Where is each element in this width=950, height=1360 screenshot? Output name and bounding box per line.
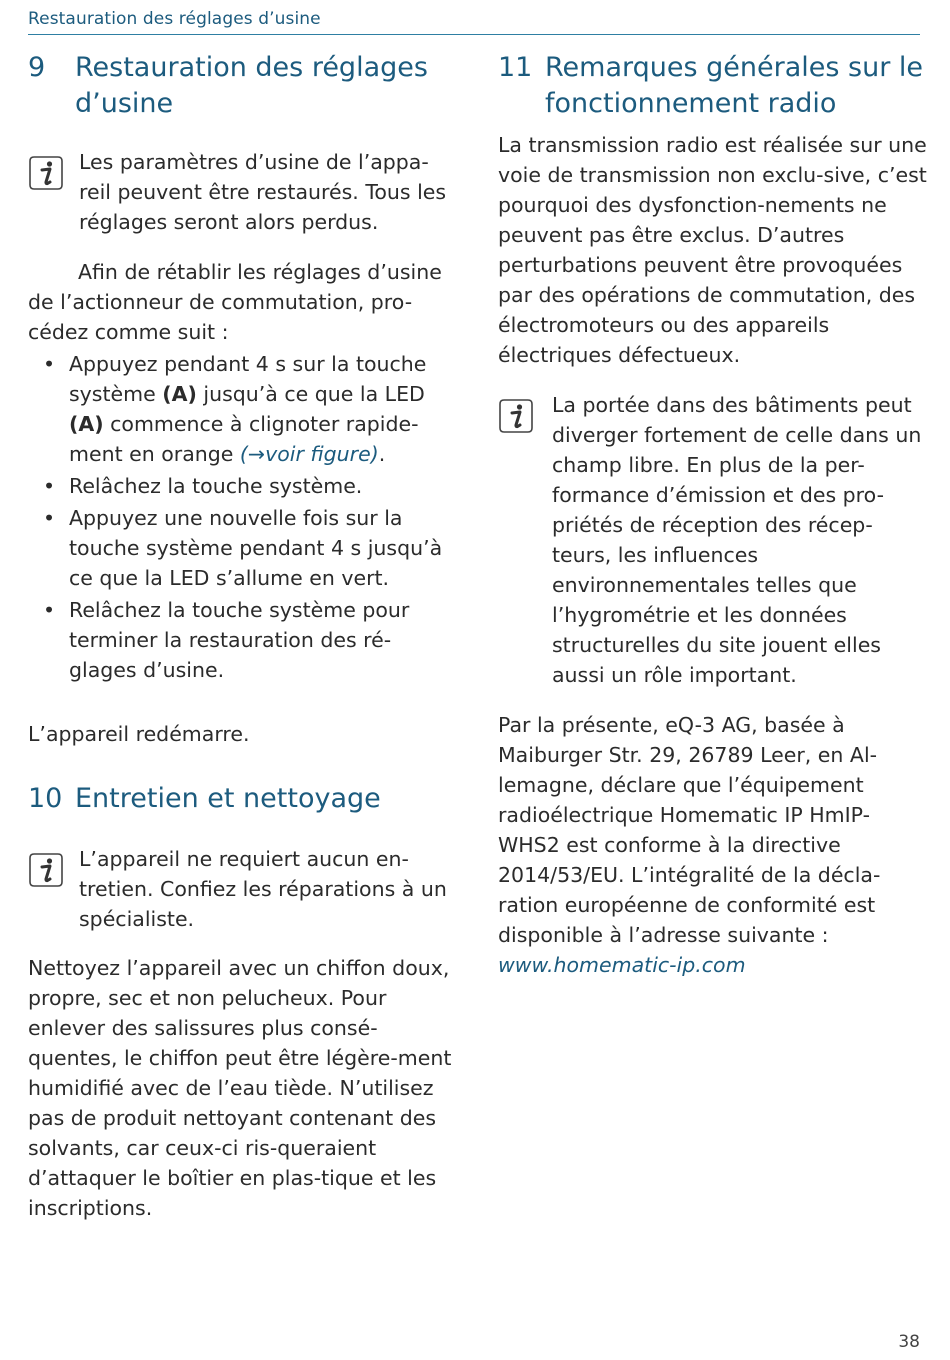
section-11-title [498, 50, 928, 122]
bullet: • [43, 506, 56, 530]
list-item [28, 349, 458, 469]
section-11-declaration [498, 710, 928, 980]
website-link[interactable]: www.homematic-ip.com [498, 953, 746, 977]
section-9-intro: Afin de rétablir les réglages d’usine de l’actionneur de commutation, pro-cédez comme suit : [28, 260, 442, 344]
left-column [28, 50, 458, 1223]
bullet: • [43, 474, 56, 498]
step-text: commence à clignoter rapide-ment en orange [69, 412, 419, 466]
step-text: Relâchez la touche système pour terminer la restauration des ré-glages d’usine. [69, 598, 410, 682]
note-text: Les paramètres d’usine de l’appa-reil peuvent être restaurés. Tous les réglages seront alors perdus. [79, 150, 447, 234]
step-text: Relâchez la touche système. [69, 474, 363, 498]
section-number: 9 [28, 52, 46, 83]
step-text: Appuyez une nouvelle fois sur la touche système pendant 4 s jusqu’à ce que la LED s’allume en vert. [69, 506, 443, 590]
section-9-note [28, 147, 458, 237]
list-item [28, 503, 458, 593]
section-10-body: Nettoyez l’appareil avec un chiffon doux, propre, sec et non pelucheux. Pour enlever des salissures plus consé-quentes, le chiffon peut être légère-ment humidifié avec de l’eau tiède. N’utilisez pas de produit nettoyant contenant des solvants, car ceux-ci ris-queraient d’attaquer le boîtier en plas-tique et les inscriptions. [28, 956, 452, 1220]
step-text: jusqu’à ce que la LED [196, 382, 425, 406]
section-number: 10 [28, 783, 63, 814]
section-11-body: La transmission radio est réalisée sur une voie de transmission non exclu-sive, c’est pourquoi des dysfonction-nements ne peuvent pas être exclus. D’autres perturbations peuvent être provoquées par des opérations de commutation, des électromoteurs ou des appareils électriques défectueux. [498, 133, 927, 367]
key-label: (A) [69, 412, 104, 436]
info-icon [498, 398, 534, 434]
note-text: L’appareil ne requiert aucun en-tretien. Confiez les réparations à un spécialiste. [79, 847, 447, 931]
step-text: Appuyez pendant 4 s sur la touche système [69, 352, 427, 406]
section-9-steps [28, 349, 458, 685]
section-10-note [28, 844, 458, 934]
info-icon [28, 155, 64, 191]
bullet: • [43, 352, 56, 376]
page-number: 38 [898, 1332, 920, 1352]
bullet: • [43, 598, 56, 622]
running-header: Restauration des réglages d’usine [28, 9, 920, 35]
declaration-text: Par la présente, eQ-3 AG, basée à Maiburger Str. 29, 26789 Leer, en Al-lemagne, déclare que l’équipement radioélectrique Homematic IP HmIP-WHS2 est conforme à la directive 2014/53/EU. L’intégralité de la décla-ration européenne de conformité est disponible à l’adresse suivante : [498, 713, 881, 947]
section-title-text: Remarques générales sur le fonctionnement radio [545, 52, 923, 119]
section-9-title [28, 50, 458, 122]
key-label: (A) [162, 382, 197, 406]
note-text: La portée dans des bâtiments peut diverger fortement de celle dans un champ libre. En plus de la per-formance d’émission et des pro-priétés de réception des récep-teurs, les influences environnementales telles que l’hygrométrie et les données structurelles du site jouent elles aussi un rôle important. [552, 393, 922, 687]
section-title-text: Entretien et nettoyage [75, 783, 381, 814]
right-column [498, 50, 928, 980]
figure-reference-link[interactable]: (→voir figure) [239, 442, 379, 466]
step-text: . [378, 442, 386, 466]
section-10-title [28, 781, 458, 817]
info-icon [28, 852, 64, 888]
list-item [28, 595, 458, 685]
section-title-text: Restauration des réglages d’usine [75, 52, 428, 119]
section-number: 11 [498, 52, 533, 83]
list-item [28, 471, 458, 501]
section-9-outro: L’appareil redémarre. [28, 722, 250, 746]
section-11-note [498, 390, 928, 690]
